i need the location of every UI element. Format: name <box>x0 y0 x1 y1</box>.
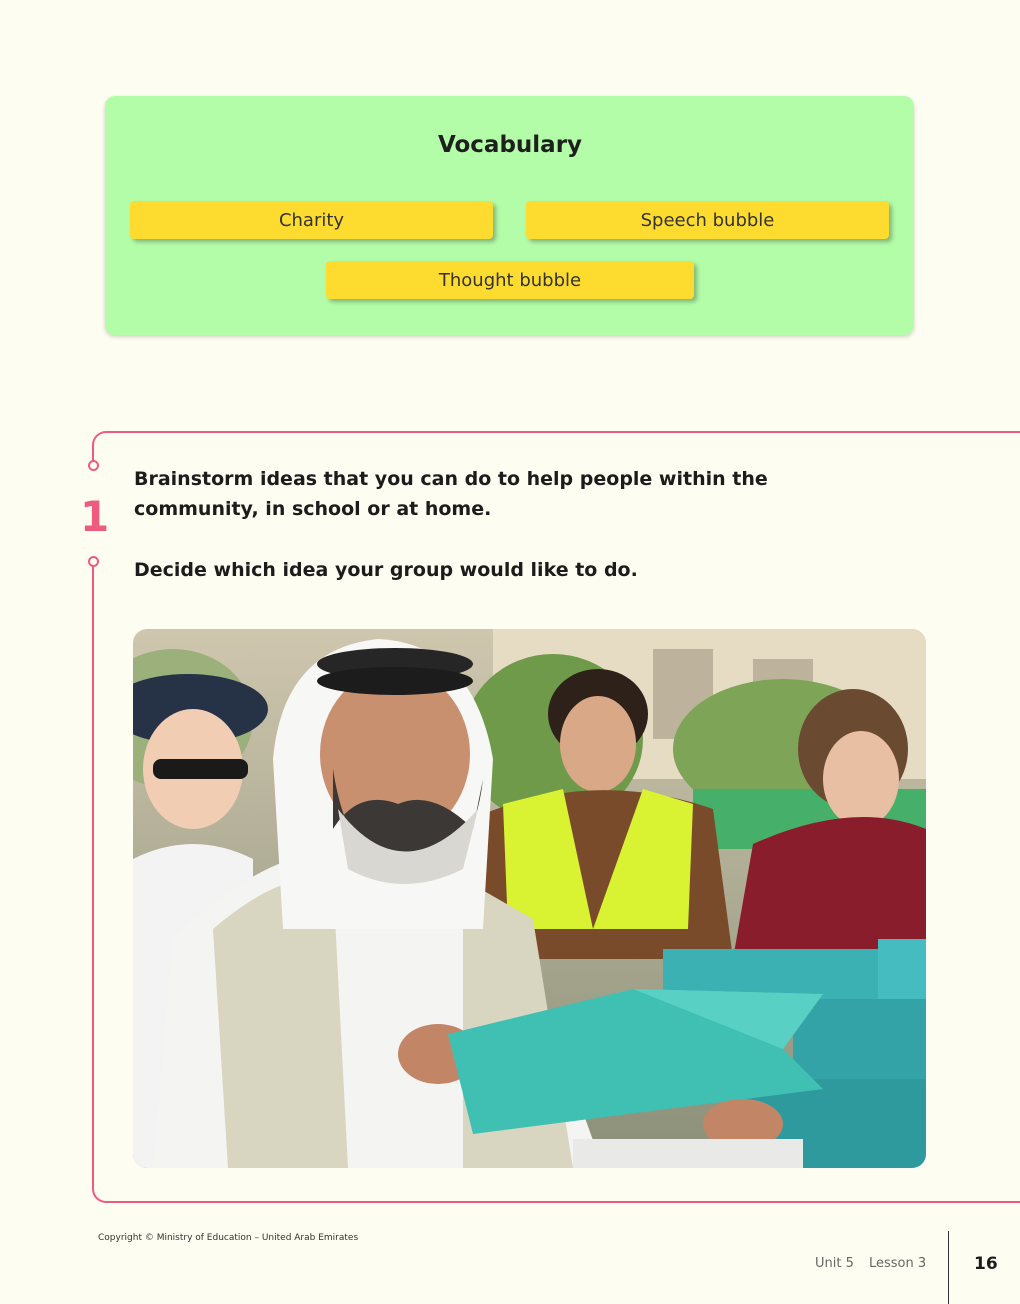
frame-dot-top <box>88 460 99 471</box>
vocab-word-speech-bubble: Speech bubble <box>526 201 889 239</box>
vocab-word-charity: Charity <box>130 201 493 239</box>
frame-dot-bottom <box>88 556 99 567</box>
footer-divider <box>948 1231 949 1304</box>
footer-unit: Unit 5 <box>815 1256 854 1271</box>
activity-number: 1 <box>80 492 110 541</box>
charity-volunteers-photo <box>133 629 926 1168</box>
vocab-word-thought-bubble: Thought bubble <box>326 261 694 299</box>
footer-lesson: Lesson 3 <box>869 1256 927 1271</box>
instruction-brainstorm: Brainstorm ideas that you can do to help people within the community, in school or at home. <box>134 468 768 520</box>
copyright-notice: Copyright © Ministry of Education – United Arab Emirates <box>98 1233 359 1243</box>
vocabulary-title: Vocabulary <box>437 132 583 158</box>
page-number: 16 <box>974 1254 998 1274</box>
instruction-decide: Decide which idea your group would like to do. <box>134 559 638 581</box>
